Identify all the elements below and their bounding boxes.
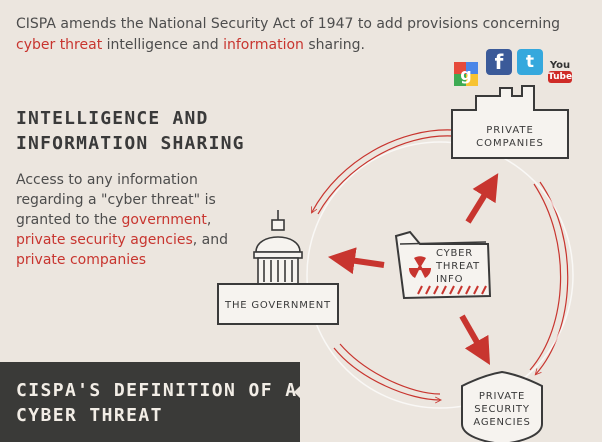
definition-title-line-1: CISPA'S DEFINITION OF A xyxy=(16,380,298,401)
intro-part: sharing. xyxy=(303,37,365,53)
facebook-icon xyxy=(486,49,512,75)
heading-line-1: INTELLIGENCE AND xyxy=(16,108,209,129)
google-icon xyxy=(453,61,479,87)
folder-label-2: THREAT xyxy=(436,261,480,272)
intro-part: intelligence and xyxy=(102,37,224,53)
definition-banner xyxy=(0,362,330,442)
heading-line-2: INFORMATION SHARING xyxy=(16,133,245,154)
body-part: , xyxy=(206,212,212,228)
folder-label-1: CYBER xyxy=(436,248,474,259)
facebook-glyph: f xyxy=(494,50,504,74)
agencies-label-1: PRIVATE xyxy=(478,391,526,402)
folder-label-3: INFO xyxy=(436,274,464,285)
intro-highlight-information: information xyxy=(223,37,304,53)
body-highlight-agencies: private security agencies xyxy=(16,232,193,248)
body-part: Access to any information regarding a "cyber threat" is granted to the xyxy=(16,172,216,228)
arrow-to-companies xyxy=(468,180,494,222)
intro-part: CISPA amends the National Security Act of 1947 to add provisions concerning xyxy=(16,16,561,32)
private-companies-label-2: COMPANIES xyxy=(476,138,544,149)
definition-title-line-2: CYBER THREAT xyxy=(16,405,163,426)
government-label: THE GOVERNMENT xyxy=(225,300,331,311)
body-highlight-government: government xyxy=(121,212,207,228)
twitter-icon xyxy=(517,49,543,75)
arrow-to-government xyxy=(336,258,384,265)
arrow-to-agencies xyxy=(462,316,486,358)
body-highlight-companies: private companies xyxy=(16,252,146,268)
cyber-threat-folder xyxy=(396,232,490,298)
youtube-icon xyxy=(548,60,572,86)
intro-highlight-cyber-threat: cyber threat xyxy=(16,37,103,53)
capitol-icon xyxy=(254,210,302,284)
youtube-word-you: You xyxy=(549,60,571,71)
arc-companies-to-agencies xyxy=(536,182,568,374)
private-companies-node xyxy=(452,86,568,158)
twitter-glyph: t xyxy=(525,52,535,72)
youtube-word-tube: Tube xyxy=(548,72,573,82)
private-companies-label-1: PRIVATE xyxy=(486,125,534,136)
agencies-label-3: AGENCIES xyxy=(473,417,531,428)
body-part: , and xyxy=(192,232,228,248)
agencies-label-2: SECURITY xyxy=(474,404,530,415)
svg-text:g: g xyxy=(460,65,472,84)
agencies-node xyxy=(462,372,542,442)
government-node xyxy=(218,210,338,324)
definition-title xyxy=(16,378,297,428)
